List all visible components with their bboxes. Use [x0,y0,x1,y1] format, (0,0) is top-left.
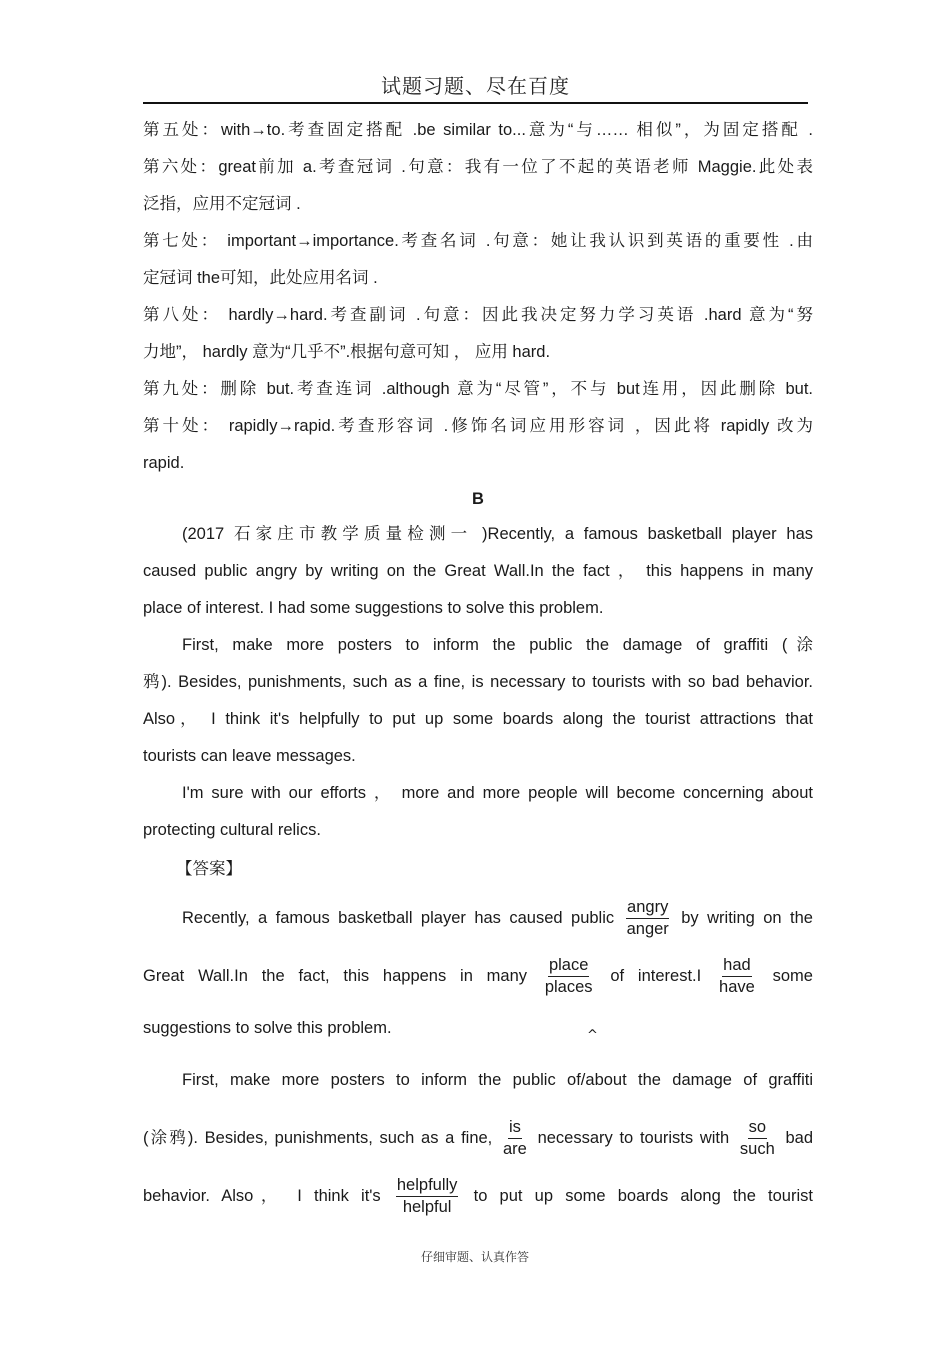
inserted-word: of/about [567,1071,627,1089]
original-word: angry [626,897,669,919]
original-word: is [508,1117,522,1139]
passage-line: Also， I think it's helpfully to put up some boards along the tourist attractions that [143,710,813,728]
correction-is [502,1117,528,1160]
passage-line: caused public angry by writing on the Great Wall.In the fact ， this happens in many [143,562,813,580]
correction-place [544,955,594,998]
passage-line: First, make more posters to inform the public the damage of graffiti (涂 [182,636,813,654]
passage-line: place of interest. I had some suggestions to solve this problem. [143,599,604,617]
answer-text: First, make more posters to inform the public [182,1071,556,1089]
insertion-caret-icon: ^ [587,1028,598,1043]
answer-text: necessary to tourists with [537,1129,730,1147]
explanation-line: 第六处：great前加 a.考查冠词 .句意：我有一位了不起的英语老师 Maggie.此处表 [143,158,813,176]
original-word: place [548,955,589,977]
passage-line: protecting cultural relics. [143,821,321,839]
original-word: helpfully [396,1175,459,1197]
section-heading: B [472,490,484,508]
answer-text: by writing on the [681,909,813,927]
corrected-word: anger [626,920,669,939]
answer-text: bad [785,1129,813,1147]
original-word: so [748,1117,767,1139]
corrected-word: such [739,1140,775,1159]
answer-line [143,889,813,947]
insertion [567,1028,627,1109]
passage-line: 鸦). Besides, punishments, such as a fine, is necessary to tourists with so bad behavior. [143,673,813,691]
answer-text: to put up some boards along the tourist [473,1187,813,1205]
correction-had [718,955,756,998]
passage-line: I'm sure with our efforts ， more and more people will become concerning about [182,784,813,802]
explanation-line: 第五处：with→to.考查固定搭配 .be similar to...意为“与…… 相似”，为固定搭配 . [143,121,813,139]
explanation-line: 定冠词 the可知，此处应用名词 . [143,269,378,287]
answer-line [143,1167,813,1225]
answer-text: Recently, a famous basketball player has caused public [182,909,615,927]
answer-text: some [772,967,813,985]
explanation-line: 第八处： hardly→hard.考查副词 .句意：因此我决定努力学习英语 .hard 意为“努 [143,306,813,324]
passage-line: (2017 石家庄市教学质量检测一 )Recently, a famous basketball player has [182,525,813,543]
explanation-line: 第九处：删除 but.考查连词 .although 意为“尽管”，不与 but连用，因此删除 but. [143,380,813,398]
correction-angry [626,897,670,940]
answer-line [143,1109,813,1167]
corrected-word: helpful [402,1198,452,1217]
answer-text: Great Wall.In the fact, this happens in many [143,967,528,985]
answer-line [143,947,813,1005]
answer-text: of interest.I [610,967,702,985]
header-divider [143,102,808,104]
answer-text: (涂鸦). Besides, punishments, such as a fine, [143,1129,493,1147]
answer-label: 【答案】 [176,860,242,878]
page-footer: 仔细审题、认真作答 [420,1250,529,1264]
original-word: had [722,955,752,977]
explanation-line: 泛指，应用不定冠词 . [143,195,301,213]
explanation-line: rapid. [143,454,185,472]
explanation-line: 第七处： important→importance.考查名词 .句意：她让我认识到英语的重要性 .由 [143,232,813,250]
page-header: 试题习题、尽在百度 [381,74,570,98]
correction-helpfully [396,1175,459,1218]
corrected-word: have [719,978,755,997]
explanation-line: 力地”， hardly 意为“几乎不”.根据句意可知 ， 应用 hard. [143,343,551,361]
document-body [143,112,813,1225]
explanation-line: 第十处： rapidly→rapid.考查形容词 .修饰名词应用形容词 ，因此将 rapidly 改为 [143,417,813,435]
corrected-word: places [544,978,593,997]
corrected-word: are [502,1140,527,1159]
answer-text: behavior. Also， I think it's [143,1187,381,1205]
answer-line: suggestions to solve this problem. [143,1019,392,1037]
correction-so [739,1117,776,1160]
passage-line: tourists can leave messages. [143,747,356,765]
answer-text: the damage of graffiti [638,1071,813,1089]
